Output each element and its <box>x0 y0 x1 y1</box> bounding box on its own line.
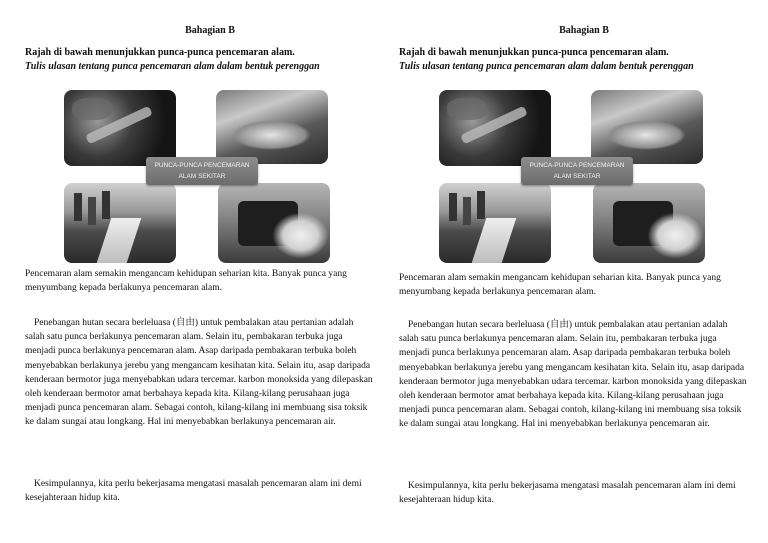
collage-banner <box>146 157 258 185</box>
instruction-line-1: Rajah di bawah menunjukkan punca-punca pencemaran alam. <box>25 47 295 58</box>
open-burning-photo <box>216 90 328 164</box>
pollution-collage <box>439 87 705 259</box>
intro-text: Pencemaran alam semakin mengancam kehidupan seharian kita. Banyak punca yang menyumbang kepada berlakunya pencemaran alam. <box>399 273 721 298</box>
conclusion-paragraph <box>25 477 373 505</box>
section-title: Bahagian B <box>185 25 235 36</box>
open-burning-photo <box>591 90 703 164</box>
instruction-line-2: Tulis ulasan tentang punca pencemaran alam dalam bentuk perenggan <box>399 61 694 72</box>
banner-line-1: PUNCA-PUNCA PENCEMARAN <box>529 162 625 169</box>
pollution-collage <box>64 87 330 264</box>
worksheet-page-left <box>25 0 395 543</box>
intro-paragraph <box>25 267 373 295</box>
factory-river-photo <box>439 183 551 263</box>
instruction-line-2: Tulis ulasan tentang punca pencemaran alam dalam bentuk perenggan <box>25 61 320 72</box>
main-text: Penebangan hutan secara berleluasa (自由) untuk pembalakan atau pertanian adalah salah satu punca berlakunya pencemaran alam. Selain itu, pembakaran terbuka juga menjadi punca berlakunya pencemaran alam. Asap daripada pembakaran terbuka boleh menyebabkan berlakunya jerebu yang mengancam kesihatan kita. Selain itu, asap daripada kenderaan bermotor juga menyebabkan udara tercemar. karbon monoksida yang dilepaskan oleh kenderaan bermotor amat berbahaya kepada kita. Kilang-kilang perusahaan juga menjadi punca pencemaran alam. Sebagai contoh, kilang-kilang ini membuang sisa toksik ke dalam sungai atau longkang. Hal ini menyebabkan berlakunya pencemaran air. <box>25 318 373 428</box>
deforestation-photo <box>439 90 551 166</box>
conclusion-text: Kesimpulannya, kita perlu bekerjasama mengatasi masalah pencemaran alam ini demi kesejahteraan hidup kita. <box>25 479 362 504</box>
collage-banner <box>521 157 633 185</box>
main-paragraph <box>399 318 747 432</box>
banner-line-2: ALAM SEKITAR <box>553 173 601 180</box>
main-text: Penebangan hutan secara berleluasa (自由) untuk pembalakan atau pertanian adalah salah satu punca berlakunya pencemaran alam. Selain itu, pembakaran terbuka juga menjadi punca berlakunya pencemaran alam. Asap daripada pembakaran terbuka boleh menyebabkan berlakunya jerebu yang mengancam kesihatan kita. Selain itu, asap daripada kenderaan bermotor juga menyebabkan udara tercemar. karbon monoksida yang dilepaskan oleh kenderaan bermotor amat berbahaya kepada kita. Kilang-kilang perusahaan juga menjadi punca pencemaran alam. Sebagai contoh, kilang-kilang ini membuang sisa toksik ke dalam sungai atau longkang. Hal ini menyebabkan berlakunya pencemaran air. <box>399 320 747 430</box>
main-paragraph <box>25 316 373 430</box>
banner-line-1: PUNCA-PUNCA PENCEMARAN <box>154 162 250 169</box>
instruction-line-1: Rajah di bawah menunjukkan punca-punca pencemaran alam. <box>399 47 669 58</box>
intro-text: Pencemaran alam semakin mengancam kehidupan seharian kita. Banyak punca yang menyumbang kepada berlakunya pencemaran alam. <box>25 269 347 294</box>
conclusion-text: Kesimpulannya, kita perlu bekerjasama mengatasi masalah pencemaran alam ini demi kesejahteraan hidup kita. <box>399 481 736 506</box>
factory-river-photo <box>64 183 176 263</box>
deforestation-photo <box>64 90 176 166</box>
conclusion-paragraph <box>399 479 747 507</box>
section-title: Bahagian B <box>559 25 609 36</box>
vehicle-smoke-photo <box>218 183 330 263</box>
intro-paragraph <box>399 271 747 299</box>
worksheet-page-right <box>399 0 768 543</box>
banner-line-2: ALAM SEKITAR <box>178 173 226 180</box>
vehicle-smoke-photo <box>593 183 705 263</box>
